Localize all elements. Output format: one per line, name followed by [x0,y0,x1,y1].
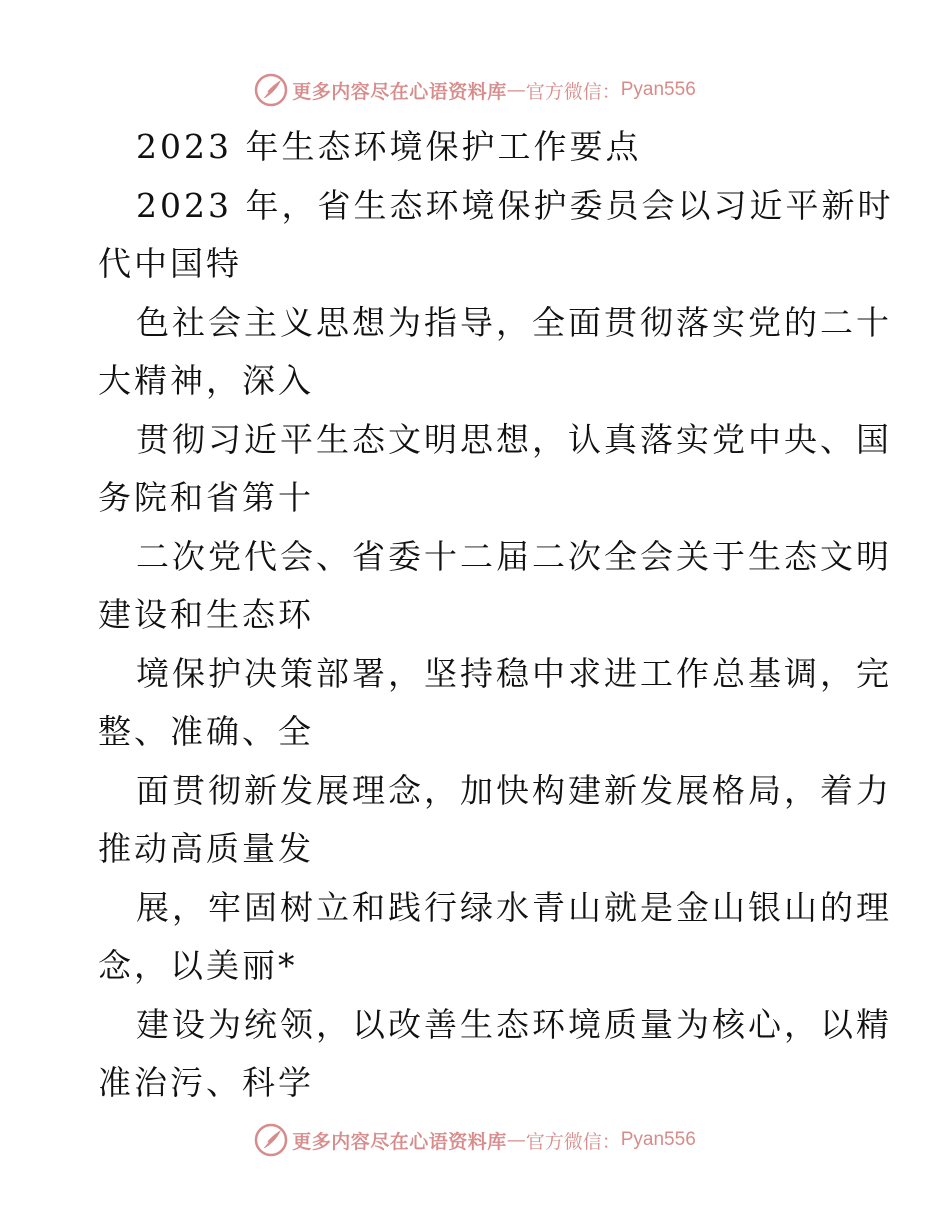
document-title: 2023 年生态环境保护工作要点 [136,127,642,166]
banner-wechat-id: Pyan556 [620,79,696,100]
document-body [98,118,894,1113]
banner-main-text: 更多内容尽在心语资料库 [292,1130,507,1153]
text-line: 建设和生态环 [98,595,314,634]
banner-main-text: 更多内容尽在心语资料库 [292,80,507,103]
header-watermark-banner [0,70,950,110]
banner-separator: — [506,79,526,101]
text-line: 务院和省第十 [98,478,314,517]
text-line: 展，牢固树立和践行绿水青山就是金山银山的理 [136,887,892,927]
banner-separator: — [506,1129,526,1151]
text-line: 代中国特 [98,244,242,283]
text-line: 推动高质量发 [98,829,314,868]
text-line: 准治污、科学 [98,1063,314,1102]
text-line: 色社会主义思想为指导，全面贯彻落实党的二十 [136,302,892,342]
banner-wechat-label: 官方微信： [525,1130,621,1153]
text-line: 2023 年，省生态环境保护委员会以习近平新时 [136,185,894,225]
footer-watermark-banner [0,1120,950,1160]
text-line: 整、准确、全 [98,712,314,751]
quill-logo-icon [254,1123,288,1157]
banner-wechat-label: 官方微信： [525,80,621,103]
quill-logo-icon [254,73,288,107]
text-line: 大精神，深入 [98,361,314,400]
banner-wechat-id: Pyan556 [620,1129,696,1150]
text-line: 建设为统领，以改善生态环境质量为核心，以精 [136,1004,892,1044]
text-line: 面贯彻新发展理念，加快构建新发展格局，着力 [136,770,892,810]
text-line: 贯彻习近平生态文明思想，认真落实党中央、国 [136,419,892,459]
text-line: 二次党代会、省委十二届二次全会关于生态文明 [136,536,892,576]
text-line: 念，以美丽* [98,946,298,985]
text-line: 境保护决策部署，坚持稳中求进工作总基调，完 [136,653,892,693]
